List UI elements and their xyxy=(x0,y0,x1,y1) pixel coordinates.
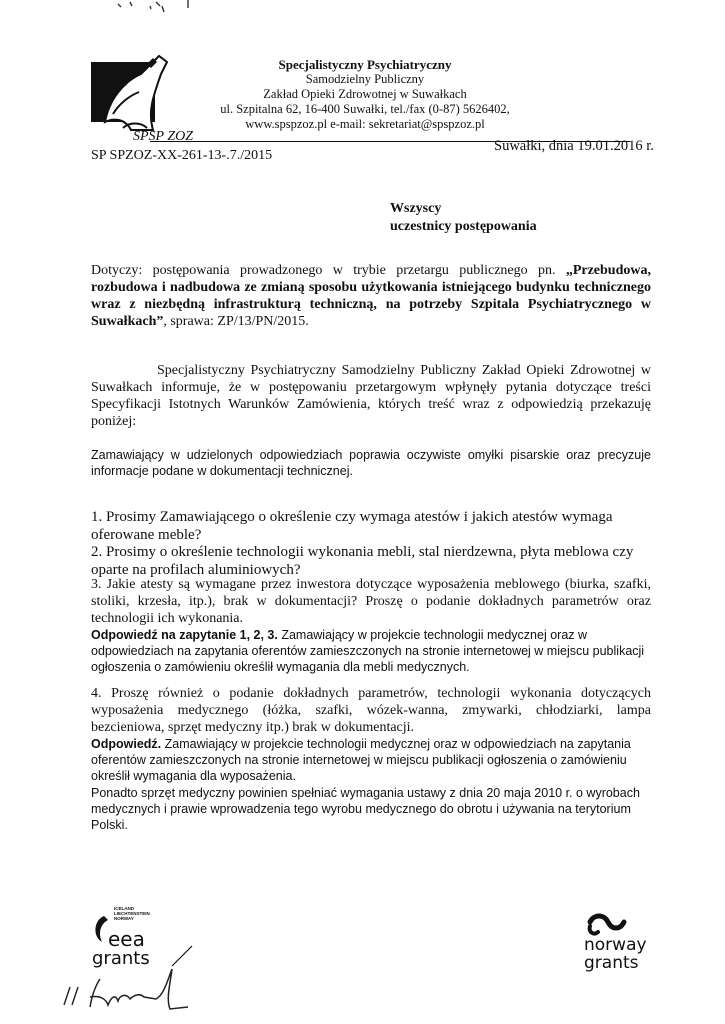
scan-marks xyxy=(110,0,220,30)
org-contact-line: www.spspzoz.pl e-mail: sekretariat@spspzoz.pl xyxy=(245,117,485,131)
subject-paragraph xyxy=(91,262,651,330)
question-2: 2. Prosimy o określenie technologii wykonania mebli, stal nierdzewna, płyta meblowa czy oparte na profilach aluminiowych? xyxy=(91,544,634,578)
additional-note: Ponadto sprzęt medyczny powinien spełniać wymagania ustawy z dnia 20 maja 2010 r. o wyrobach medycznych i prawie wprowadzenia tego wyrobu medycznego do obrotu i używania na terytorium Polski. xyxy=(91,786,640,832)
answer-text: Zamawiający w projekcie technologii medycznej oraz w odpowiedziach na zapytania oferentów zamieszczonych na stronie internetowej w miejscu publikacji ogłoszenia o zamówieniu określił wymagania dla wyposażenia. xyxy=(91,737,631,783)
intro-paragraph: Specjalistyczny Psychiatryczny Samodzielny Publiczny Zakład Opieki Zdrowotnej w Suwałkach informuje, że w postępowaniu przetargowym wpłynęły pytania dotyczące treści Specyfikacji Istotnych Warunków Zamówienia, których treść wraz z odpowiedzią przekazuję poniżej: xyxy=(91,363,651,429)
handwritten-signature xyxy=(60,965,190,1013)
norway-text: norway xyxy=(584,935,647,955)
question-3: 3. Jakie atesty są wymagane przez inwestora dotyczące wyposażenia meblowego (biurka, szafki, stoliki, krzesła, itp.), brak w dokumentacji? Proszę o podanie dokładnych parametrów oraz technologii ich wykonania. xyxy=(91,577,651,626)
reference-number: SP SPZOZ-XX-261-13-.7./2015 xyxy=(91,148,273,163)
note-paragraph: Zamawiający w udzielonych odpowiedziach poprawia oczywiste omyłki pisarskie oraz precyzuje informacje podane w dokumentacji technicznej. xyxy=(91,448,651,478)
logo-text: SPSP ZOZ xyxy=(133,129,194,144)
eea-small-text: LIECHTENSTEIN xyxy=(114,911,150,916)
addressee-line: Wszyscy xyxy=(390,201,442,216)
org-address-line: ul. Szpitalna 62, 16-400 Suwałki, tel./fax (0-87) 5626402, xyxy=(220,102,510,116)
eea-small-text: ICELAND xyxy=(114,906,134,911)
grants-text: grants xyxy=(92,948,150,968)
question-1: 1. Prosimy Zamawiającego o określenie czy wymaga atestów i jakich atestów wymaga oferowane meble? xyxy=(91,509,613,543)
question-4: 4. Proszę również o podanie dokładnych parametrów, technologii wykonania dotyczących wyposażenia medycznego (łóżka, szafki, wózek-wanna, zmywarki, chłodziarki, lampa bezcieniowa, sprzęt medyczny itp.) brak w dokumentacji. xyxy=(91,686,651,735)
answer-1-2-3 xyxy=(91,627,651,675)
organization-address xyxy=(200,57,530,132)
grants-text: grants xyxy=(584,953,639,973)
answer-text: Zamawiający w projekcie technologii medycznej oraz w odpowiedziach na zapytania oferentów zamieszczonych na stronie internetowej w miejscu publikacji ogłoszenia o zamówieniu określił wymagania dla mebli medycznych. xyxy=(91,628,645,674)
answer-label: Odpowiedź. xyxy=(91,737,162,751)
place-and-date: Suwałki, dnia 19.01.2016 r. xyxy=(494,138,654,154)
org-line: Samodzielny Publiczny xyxy=(305,72,425,86)
eea-small-text: NORWAY xyxy=(114,916,134,921)
answer-4 xyxy=(91,736,651,784)
answer-label: Odpowiedź na zapytanie 1, 2, 3. xyxy=(91,628,278,642)
norway-grants-logo xyxy=(584,912,664,974)
addressee xyxy=(390,200,537,236)
org-name-line: Specjalistyczny Psychiatryczny xyxy=(278,57,452,72)
eea-text: eea xyxy=(108,927,145,951)
subject-title: „Przebudowa, rozbudowa i nadbudowa ze zmianą sposobu użytkowania istniejącego budynku technicznego wraz z niezbędną infrastrukturą techniczną, na potrzeby Szpitala Psychiatrycznego w Suwałkach” xyxy=(91,263,651,329)
eea-grants-logo xyxy=(88,902,198,968)
addressee-line: uczestnicy postępowania xyxy=(390,219,537,234)
subject-suffix: , sprawa: ZP/13/PN/2015. xyxy=(163,314,309,329)
subject-prefix: Dotyczy: postępowania prowadzonego w trybie przetargu publicznego pn. xyxy=(91,263,566,278)
org-line: Zakład Opieki Zdrowotnej w Suwałkach xyxy=(263,87,467,101)
hospital-logo xyxy=(83,52,201,144)
